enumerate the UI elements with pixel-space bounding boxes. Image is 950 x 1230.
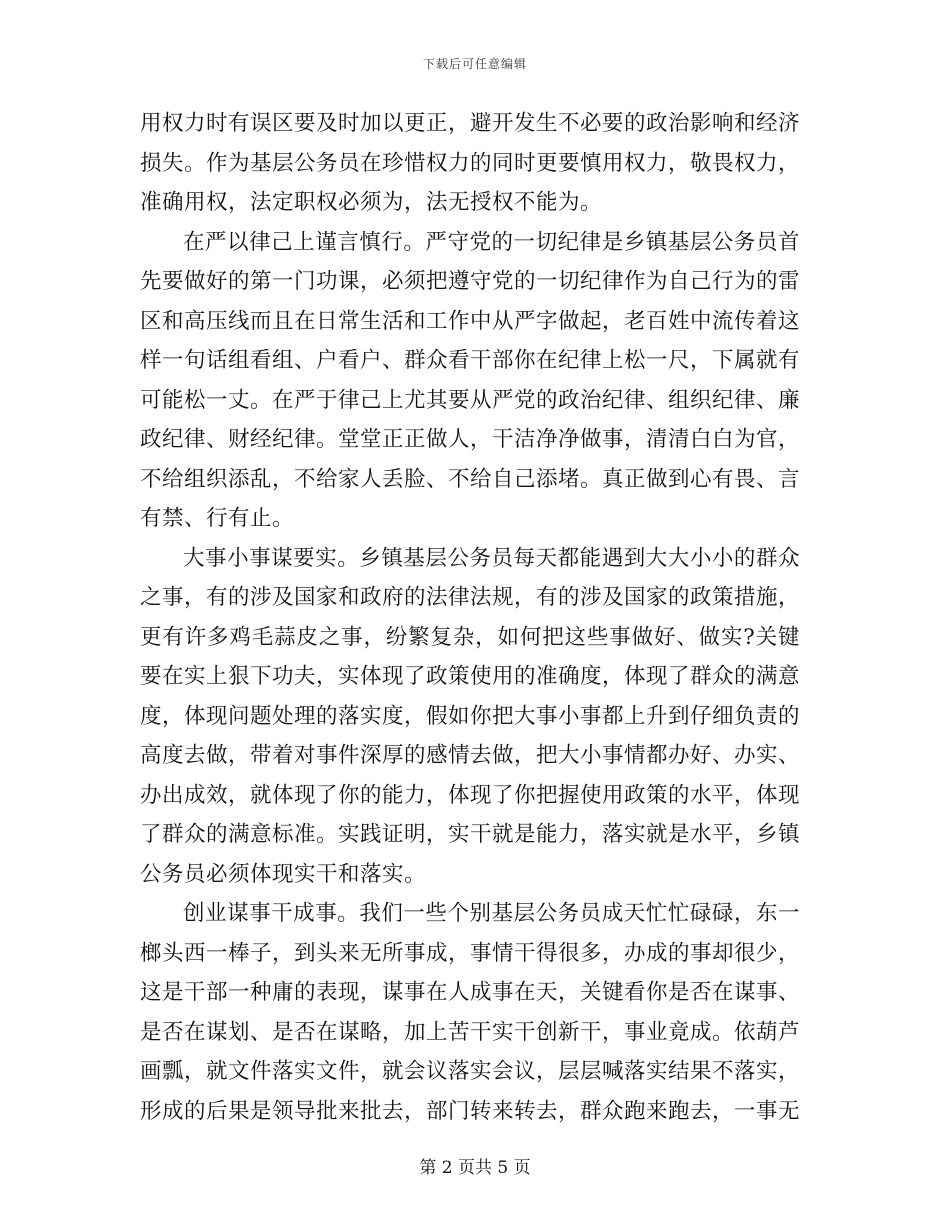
paragraph-practical-work: 大事小事谋要实。乡镇基层公务员每天都能遇到大大小小的群众之事，有的涉及国家和政府的法律法规，有的涉及国家的政策措施，更有许多鸡毛蒜皮之事，纷繁复杂，如何把这些事做好、做实?关键要在实上狠下功夫，实体现了政策使用的准确度，体现了群众的满意度，体现问题处理的落实度，假如你把大事小事都上升到仔细负责的高度去做，带着对事件深厚的感情去做，把大小事情都办好、办实、办出成效，就体现了你的能力，体现了你把握使用政策的水平，体现了群众的满意标准。实践证明，实干就是能力，落实就是水平，乡镇公务员必须体现实干和落实。: [140, 545, 801, 887]
paragraph-continuation: 用权力时有误区要及时加以更正，避开发生不必要的政治影响和经济损失。作为基层公务员在珍惜权力的同时更要慎用权力，敬畏权力，准确用权，法定职权必须为，法无授权不能为。: [140, 111, 801, 215]
paragraph-entrepreneurship: 创业谋事干成事。我们一些个别基层公务员成天忙忙碌碌，东一榔头西一棒子，到头来无所事成，事情干得很多，办成的事却很少，这是干部一种庸的表现，谋事在人成事在天，关键看你是否在谋事、是否在谋划、是否在谋略，加上苦干实干创新干，事业竟成。依葫芦画瓢，就文件落实文件，就会议落实会议，层层喊落实结果不落实，形成的后果是领导批来批去，部门转来转去，群众跑来跑去，一事无: [140, 901, 801, 1124]
document-body: [140, 104, 800, 1131]
page-header: 下载后可任意编辑: [422, 57, 527, 71]
page-number: 第 2 页共 5 页: [419, 1158, 531, 1178]
paragraph-self-discipline: 在严以律己上谨言慎行。严守党的一切纪律是乡镇基层公务员首先要做好的第一门功课，必须把遵守党的一切纪律作为自己行为的雷区和高压线而且在日常生活和工作中从严字做起，老百姓中流传着这样一句话组看组、户看户、群众看干部你在纪律上松一尺，下属就有可能松一丈。在严于律己上尤其要从严党的政治纪律、组织纪律、廉政纪律、财经纪律。堂堂正正做人，干洁净净做事，清清白白为官，不给组织添乱，不给家人丢脸、不给自己添堵。真正做到心有畏、言有禁、行有止。: [140, 229, 801, 531]
